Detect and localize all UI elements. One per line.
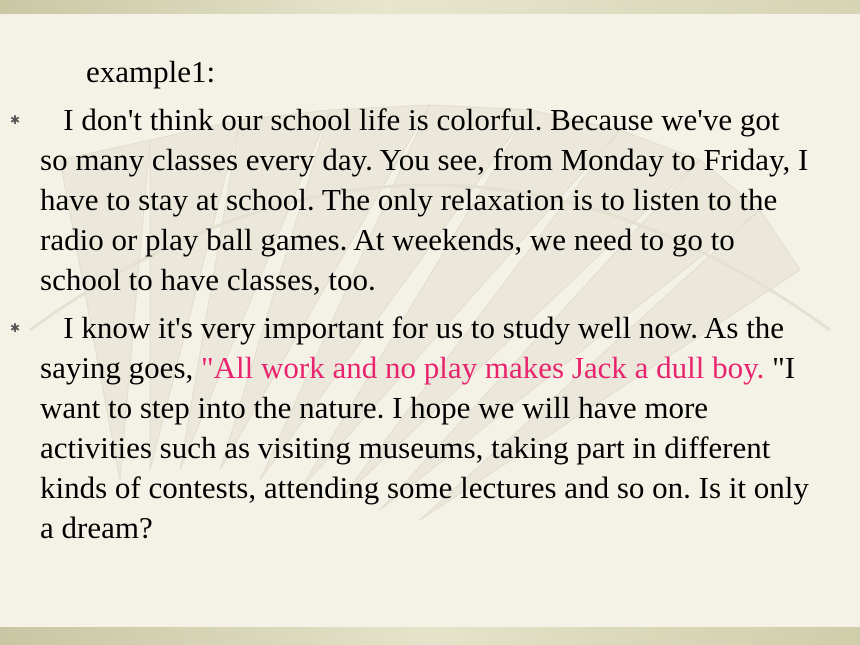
paragraph-2-line: want to step into the nature. I hope we will have more — [40, 390, 709, 425]
paragraph-1-text — [40, 100, 860, 300]
paragraph-1-line: have to stay at school. The only relaxation is to listen to the — [40, 182, 778, 217]
bullet-icon: ✱ — [10, 113, 21, 127]
paragraph-2-text — [40, 308, 860, 548]
paragraph-1-line: school to have classes, too. — [40, 262, 376, 297]
paragraph-2-line: a dream? — [40, 510, 153, 545]
bullet-icon: ✱ — [10, 321, 21, 335]
paragraph-1-line: so many classes every day. You see, from Monday to Friday, I — [40, 142, 809, 177]
quote-lead-in: saying goes, — [40, 350, 202, 385]
highlighted-proverb: "All work and no play makes Jack a dull boy. — [201, 350, 773, 385]
paragraph-1-line: radio or play ball games. At weekends, we need to go to — [40, 222, 735, 257]
example-heading: example1: — [86, 54, 216, 89]
slide-content — [0, 14, 860, 627]
paragraph-2-line: I know it's very important for us to study well now. As the — [40, 310, 785, 345]
paragraph-1-line: I don't think our school life is colorful. Because we've got — [40, 102, 780, 137]
bottom-decorative-band — [0, 627, 860, 645]
paragraph-2-line: activities such as visiting museums, taking part in different — [40, 430, 771, 465]
paragraph-2-line: kinds of contests, attending some lectures and so on. Is it only — [40, 470, 809, 505]
quote-close: "I — [772, 350, 796, 385]
paragraph-2-line — [40, 348, 860, 388]
